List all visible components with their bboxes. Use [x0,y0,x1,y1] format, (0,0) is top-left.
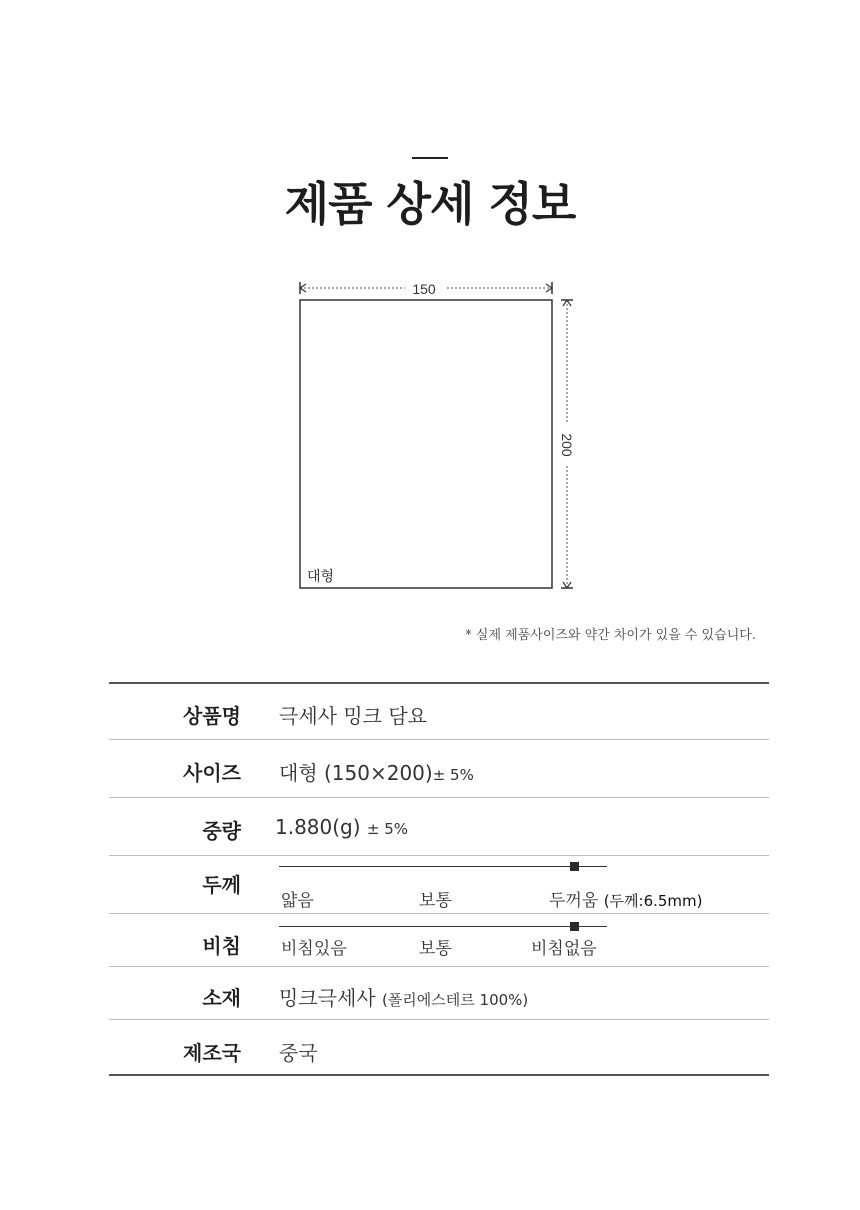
spec-row-origin [109,1019,769,1076]
spec-label: 중량 [202,819,241,843]
thickness-scale-marker [570,862,579,871]
spec-label: 두께 [202,873,241,897]
spec-label: 소재 [202,986,241,1010]
see-through-scale-marker [570,922,579,931]
spec-value [279,982,528,1011]
spec-row-material [109,966,769,1019]
thickness-option-normal: 보통 [419,891,452,911]
blanket-outline [300,300,552,588]
spec-label: 사이즈 [183,761,241,785]
height-label: 200 [559,433,575,457]
spec-value: 중국 [279,1041,318,1065]
see-through-scale-line [279,926,607,927]
spec-label: 제조국 [183,1041,241,1065]
spec-value: 극세사 밍크 담요 [279,704,427,728]
spec-row-weight [109,797,769,855]
spec-label: 비침 [202,934,241,958]
material-value: 밍크극세사 [279,986,376,1010]
spec-table [109,682,769,1076]
size-tolerance: ± 5% [432,766,474,784]
size-value: 대형 (150×200) [279,761,433,785]
thickness-option-thick-label: 두꺼움 [549,891,599,911]
spec-row-thickness [109,855,769,913]
thickness-option-thick [549,886,703,911]
page-title: 제품 상세 정보 [284,177,576,231]
see-through-option-normal: 보통 [419,939,452,959]
spec-row-size [109,739,769,797]
thickness-extra: (두께:6.5mm) [603,892,703,910]
weight-tolerance: ± 5% [366,820,409,838]
spec-label: 상품명 [183,704,241,728]
material-detail: (폴리에스테르 100%) [381,991,529,1009]
thickness-scale-line [279,866,607,867]
spec-row-see-through [109,913,769,966]
size-disclaimer-note: * 실제 제품사이즈와 약간 차이가 있을 수 있습니다. [465,628,756,643]
spec-value [279,757,474,786]
weight-value: 1.880(g) [275,815,361,839]
thickness-option-thin: 얇음 [281,891,314,911]
spec-row-product-name [109,682,769,739]
width-label: 150 [412,281,436,297]
size-label: 대형 [307,569,335,585]
spec-value [275,815,408,839]
see-through-option-high: 비침있음 [281,939,347,959]
see-through-option-none: 비침없음 [531,939,597,959]
